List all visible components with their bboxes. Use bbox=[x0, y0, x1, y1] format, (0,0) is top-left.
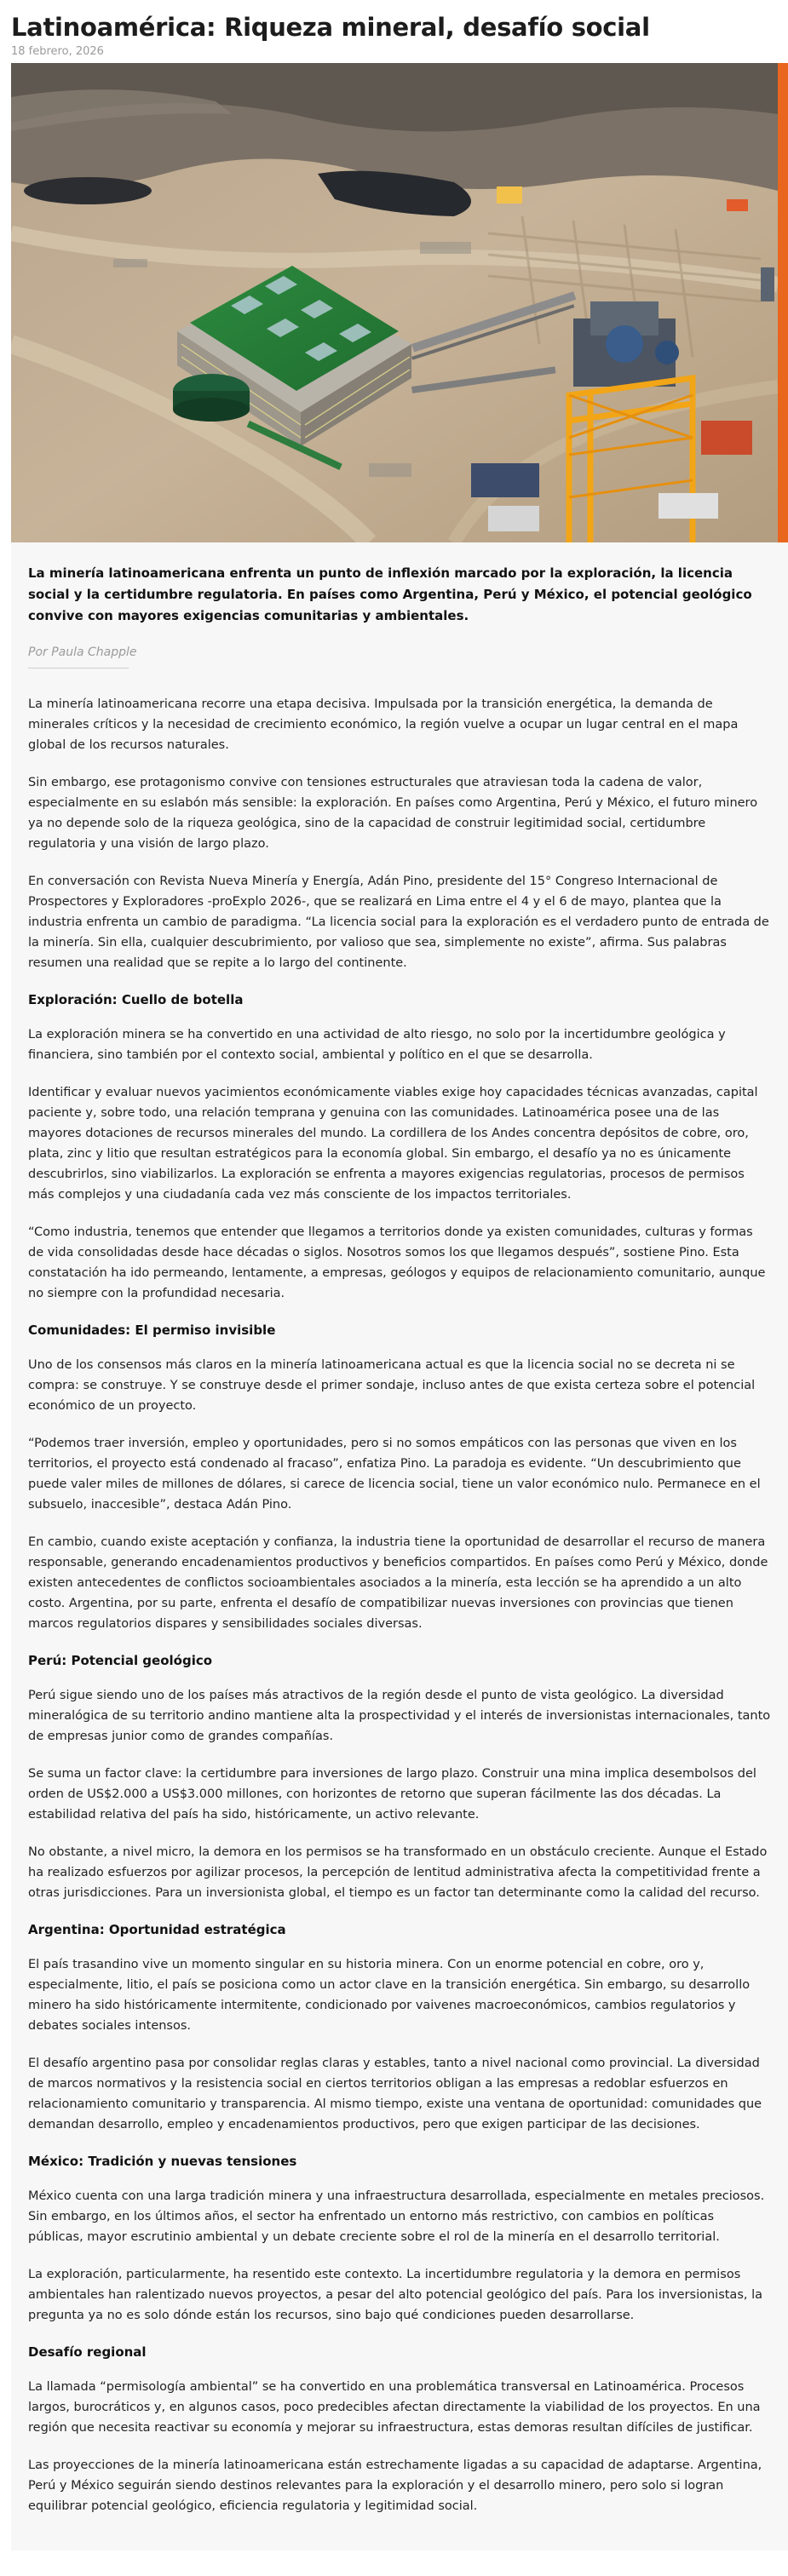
accent-bar bbox=[778, 63, 788, 542]
section-heading: Exploración: Cuello de botella bbox=[28, 992, 244, 1007]
section-heading: México: Tradición y nuevas tensiones bbox=[28, 2154, 297, 2169]
section-heading: Perú: Potencial geológico bbox=[28, 1653, 213, 1668]
article-paragraph: Perú sigue siendo uno de los países más atractivos de la región desde el punto de vista geológico. La diversidad mineralógica de su territorio andino mantiene alta la prospectividad y el interés de inversionistas internacionales, tanto de empresas junior como de grandes compañías. bbox=[28, 1689, 771, 1743]
article-paragraph: En cambio, cuando existe aceptación y confianza, la industria tiene la oportunidad de desarrollar el recurso de manera responsable, generando encadenamientos productivos y beneficios compartidos. En países como Perú y México, donde existen antecedentes de conflictos socioambientales asociados a la minería, esta lección se ha aprendido a un alto costo. Argentina, por su parte, enfrenta el desafío de compatibilizar nuevas inversiones con provincias que tienen marcos regulatorios dispares y sensibilidades sociales diversas. bbox=[28, 1535, 768, 1631]
article-paragraph: La exploración, particularmente, ha resentido este contexto. La incertidumbre regulatoria y la demora en permisos ambientales han ralentizado nuevos proyectos, a pesar del alto potencial geológico del país. Para los inversionistas, la pregunta ya no es solo dónde están los recursos, sino bajo qué condiciones pueden desarrollarse. bbox=[28, 2268, 762, 2322]
section-peru bbox=[28, 1651, 772, 1903]
section-mexico bbox=[28, 2152, 772, 2326]
article-paragraph: “Como industria, tenemos que entender que llegamos a territorios donde ya existen comunidades, culturas y formas de vida consolidadas desde hace décadas o siglos. Nosotros somos los que llegamos después”, sostiene Pino. Esta constatación ha ido permeando, lentamente, a empresas, geólogos y equipos de relacionamiento comunitario, aunque no siempre con la profundidad necesaria. bbox=[28, 1225, 766, 1300]
article-paragraph: En conversación con Revista Nueva Minería y Energía, Adán Pino, presidente del 15° Congreso Internacional de Prospectores y Exploradores -proExplo 2026-, que se realizará en Lima entre el 4 y el 6 de mayo, plantea que la industria enfrenta un cambio de paradigma. “La licencia social para la exploración es el verdadero punto de entrada de la minería. Sin ella, cualquier descubrimiento, por valioso que sea, simplemente no existe”, afirma. Sus palabras resumen una realidad que se repite a lo largo del continente. bbox=[28, 875, 769, 970]
article-date: 18 febrero, 2026 bbox=[11, 45, 104, 58]
article-paragraph: No obstante, a nivel micro, la demora en los permisos se ha transformado en un obstáculo creciente. Aunque el Estado ha realizado esfuerzos por agilizar procesos, la percepción de lentitud administrativa afecta la competitividad frente a otras jurisdicciones. Para un inversionista global, el tiempo es un factor tan determinante como la calidad del recurso. bbox=[28, 1845, 768, 1900]
article-header bbox=[0, 0, 788, 60]
article-paragraph: Sin embargo, ese protagonismo convive con tensiones estructurales que atraviesan toda la cadena de valor, especialmente en su eslabón más sensible: la exploración. En países como Argentina, Perú y México, el futuro minero ya no depende solo de la riqueza geológica, sino de la capacidad de construir legitimidad social, certidumbre regulatoria y una visión de largo plazo. bbox=[28, 776, 758, 851]
article-title: Latinoamérica: Riqueza mineral, desafío social bbox=[11, 13, 650, 42]
section-comunidades bbox=[28, 1321, 772, 1634]
article-paragraph: El desafío argentino pasa por consolidar reglas claras y estables, tanto a nivel nacional como provincial. La diversidad de marcos normativos y la resistencia social en ciertos territorios obligan a las empresas a redoblar esfuerzos en relacionamiento comunitario y transparencia. Al mismo tiempo, existe una ventana de oportunidad: comunidades que demandan desarrollo, empleo y encadenamientos productivos, pero que exigen participar de las decisiones. bbox=[28, 2057, 762, 2131]
hero-image-container bbox=[11, 63, 788, 542]
article-paragraph: Se suma un factor clave: la certidumbre para inversiones de largo plazo. Construir una mina implica desembolsos del orden de US$2.000 a US$3.000 millones, con horizontes de retorno que superan fácilmente las dos décadas. La estabilidad relativa del país ha sido, históricamente, un activo relevante. bbox=[28, 1767, 756, 1822]
section-argentina bbox=[28, 1920, 772, 2135]
article-paragraph: La llamada “permisología ambiental” se ha convertido en una problemática transversal en Latinoamérica. Procesos largos, burocráticos y, en algunos casos, poco predecibles afectan directamente la viabilidad de los proyectos. En una región que necesita reactivar su economía y mejorar su infraestructura, estas demoras resultan difíciles de justificar. bbox=[28, 2380, 761, 2435]
article-paragraph: Uno de los consensos más claros en la minería latinoamericana actual es que la licencia social no se decreta ni se compra: se construye. Y se construye desde el primer sondaje, incluso antes de que exista certeza sobre el potencial económico de un proyecto. bbox=[28, 1358, 756, 1413]
article-body bbox=[11, 542, 788, 2550]
article-paragraph: La minería latinoamericana recorre una etapa decisiva. Impulsada por la transición energética, la demanda de minerales críticos y la necesidad de crecimiento económico, la región vuelve a ocupar un lugar central en el mapa global de los recursos naturales. bbox=[28, 697, 739, 752]
article-paragraph: “Podemos traer inversión, empleo y oportunidades, pero si no somos empáticos con las personas que viven en los territorios, el proyecto está condenado al fracaso”, enfatiza Pino. La paradoja es evidente. “Un descubrimiento que puede valer miles de millones de dólares, si carece de licencia social, tiene un valor económico nulo. Permanece en el subsuelo, inaccesible”, destaca Adán Pino. bbox=[28, 1437, 761, 1512]
section-heading: Desafío regional bbox=[28, 2344, 147, 2360]
hero-image bbox=[11, 63, 778, 542]
article-paragraph: Identificar y evaluar nuevos yacimientos económicamente viables exige hoy capacidades técnicas avanzadas, capital paciente y, sobre todo, una relación temprana y genuina con las comunidades. Latinoamérica posee una de las mayores dotaciones de recursos minerales del mundo. La cordillera de los Andes concentra depósitos de cobre, oro, plata, zinc y litio que resultan estratégicos para la economía global. Sin embargo, el desafío ya no es únicamente descubrirlos, sino viabilizarlos. La exploración se enfrenta a mayores exigencias regulatorias, procesos de permisos más complejos y una ciudadanía cada vez más consciente de los impactos territoriales. bbox=[28, 1086, 758, 1202]
article-author: Por Paula Chapple bbox=[28, 645, 137, 659]
section-heading: Comunidades: El permiso invisible bbox=[28, 1322, 276, 1338]
article-paragraph: México cuenta con una larga tradición minera y una infraestructura desarrollada, especialmente en metales preciosos. Sin embargo, en los últimos años, el sector ha enfrentado un entorno más restrictivo, con cambios en políticas públicas, mayor escrutinio ambiental y un debate creciente sobre el rol de la minería en el desarrollo territorial. bbox=[28, 2189, 765, 2244]
section-heading: Argentina: Oportunidad estratégica bbox=[28, 1922, 286, 1937]
article-lead: La minería latinoamericana enfrenta un punto de inflexión marcado por la exploración, la licencia social y la certidumbre regulatoria. En países como Argentina, Perú y México, el potencial geológico convive con mayores exigencias comunitarias y ambientales. bbox=[28, 565, 752, 623]
article-paragraph: La exploración minera se ha convertido en una actividad de alto riesgo, no solo por la incertidumbre geológica y financiera, sino también por el contexto social, ambiental y político en el que se desarrolla. bbox=[28, 1028, 726, 1062]
section-exploracion bbox=[28, 990, 772, 1304]
section-desafio-regional bbox=[28, 2343, 772, 2516]
article-paragraph: Las proyecciones de la minería latinoamericana están estrechamente ligadas a su capacidad de adaptarse. Argentina, Perú y México seguirán siendo destinos relevantes para la exploración y el desarrollo minero, pero solo si logran equilibrar potencial geológico, eficiencia regulatoria y legitimidad social. bbox=[28, 2458, 762, 2513]
article-paragraph: El país trasandino vive un momento singular en su historia minera. Con un enorme potencial en cobre, oro y, especialmente, litio, el país se posiciona como un actor clave en la transición energética. Sin embargo, su desarrollo minero ha sido históricamente intermitente, condicionado por vaivenes macroeconómicos, cambios regulatorios y debates sociales intensos. bbox=[28, 1958, 751, 2033]
